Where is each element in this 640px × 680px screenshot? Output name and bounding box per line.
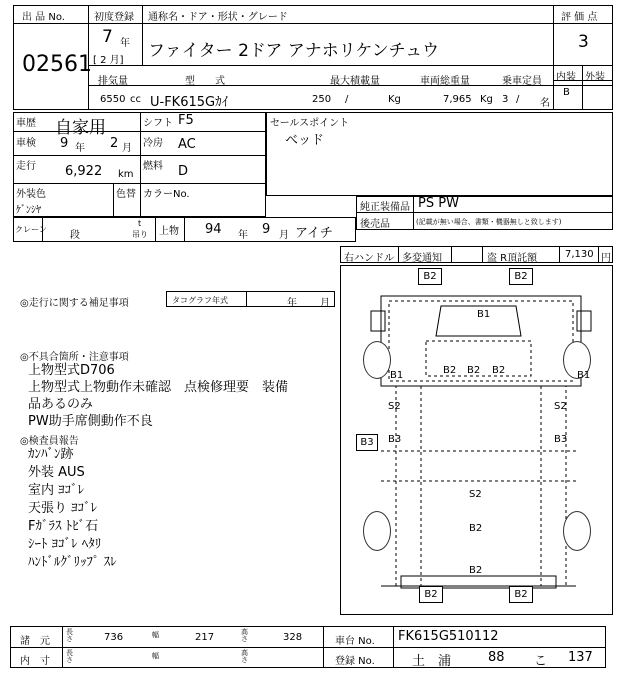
inspector-item: 外装 AUS [28, 465, 85, 480]
mileage-label: 走行 [16, 161, 36, 172]
ext-color: ｹﾞﾝｼﾔ [16, 205, 41, 216]
color-no2-label: カラーNo. [143, 189, 190, 200]
inspector-item: ﾊﾝﾄﾞﾙｸﾞﾘｯﾌﾟ ｽﾚ [28, 555, 117, 570]
model-name: ファイター 2ドア アナホリケンチュウ [148, 41, 440, 61]
interior-dims-label: 内 寸 [20, 656, 50, 667]
first-reg-year-unit: 年 [120, 38, 130, 49]
inspector-item: Fｶﾞﾗｽ ﾄﾋﾞ石 [28, 519, 99, 534]
distance-label: 盗 R頂託額 [487, 253, 538, 264]
reg-number: 137 [568, 650, 593, 665]
gross-unit: Kg [480, 94, 493, 105]
multi-change-label: 多変通知 [402, 253, 442, 264]
chassis-label: 車台 No. [335, 636, 375, 647]
in-width-label: 幅 [152, 652, 159, 660]
color-no-label: 色替 [116, 189, 136, 200]
shift: F5 [178, 113, 194, 128]
tacho-month: 月 [320, 298, 330, 309]
displacement: 6550 [100, 94, 126, 105]
max-load-label: 最大積載量 [330, 76, 380, 87]
interior-label: 内装 [556, 72, 576, 83]
equipment-label: 純正装備品 [360, 202, 410, 213]
model-code-label: 型 式 [185, 76, 225, 87]
inspection-month-unit: 月 [122, 143, 132, 154]
defect-item: PW助手席側動作不良 [28, 414, 153, 429]
lot-number: 02561 [22, 52, 92, 77]
chassis-number: FK615G510112 [398, 629, 499, 644]
model-desc-label: 通称名・ドア・形状・グレード [148, 12, 288, 23]
mark-rear-left: B2 [419, 586, 443, 603]
max-load: 250 [312, 94, 332, 105]
mileage: 6,922 [65, 164, 103, 179]
mark-cab-top: B1 [477, 309, 491, 320]
defect-item: 品あるのみ [28, 397, 94, 412]
body-year: 94 [205, 222, 222, 237]
width: 217 [195, 632, 215, 643]
defects-label: ◎不具合箇所・注意事項 [20, 352, 129, 363]
mark-bed-b2: B2 [469, 523, 483, 534]
crane-lift: 吊り [132, 230, 148, 239]
inspector-item: 室内 ﾖｺﾞﾚ [28, 483, 85, 498]
width-label: 幅 [152, 631, 159, 639]
crane-stage-unit: 段 [70, 230, 80, 241]
load-slash: / [345, 94, 349, 105]
first-reg-year: 7 [102, 27, 113, 47]
defect-item: 上物型式D706 [28, 363, 115, 378]
tacho-year: 年 [287, 298, 297, 309]
crane-label: クレーン [15, 225, 47, 234]
in-height-label: 高さ [241, 649, 248, 664]
crane-ton-unit: t [138, 219, 142, 228]
wheel-rear-right [563, 511, 591, 551]
history: 自家用 [55, 118, 106, 138]
selling-points-label: セールスポイント [270, 118, 350, 129]
model-code: U-FK615Gｶｲ [150, 95, 229, 110]
dims-label: 諸 元 [20, 636, 50, 647]
height: 328 [283, 632, 303, 643]
aftermarket-label: 後売品 [360, 219, 390, 230]
mileage-unit: km [118, 169, 134, 180]
in-length-label: 長さ [66, 649, 73, 664]
load-unit: Kg [388, 94, 401, 105]
mark-b3-right: B3 [554, 434, 568, 445]
body-year-unit: 年 [238, 230, 248, 241]
wheel-rear-left [363, 511, 391, 551]
defects-list [28, 362, 288, 430]
inspection-year-unit: 年 [75, 143, 85, 154]
inspector-list [28, 446, 117, 572]
mark-b3-box: B3 [356, 434, 378, 451]
defect-item: 上物型式上物動作未確認 点検修理要 装備 [28, 380, 289, 395]
ac: AC [178, 137, 196, 152]
capacity: 3 [502, 94, 509, 105]
mark-bed-b2-low: B2 [469, 565, 483, 576]
mark-right-s2: S2 [554, 401, 567, 412]
capacity-slash: / [516, 94, 520, 105]
body-month: 9 [262, 222, 271, 237]
body-month-unit: 月 [279, 230, 289, 241]
history-label: 車歴 [16, 118, 36, 129]
mark-cab-mid-mid: B2 [467, 365, 481, 376]
lot-label: 出 品 No. [22, 12, 65, 23]
fuel: D [178, 164, 189, 179]
length: 736 [104, 632, 124, 643]
gross-weight: 7,965 [443, 94, 472, 105]
inspection-year: 9 [60, 136, 69, 151]
inspector-item: ｼｰﾄ ﾖｺﾞﾚ ﾍﾀﾘ [28, 537, 102, 552]
displacement-unit: cc [130, 94, 141, 105]
inspector-label: ◎検査員報告 [20, 436, 79, 447]
equipment: PS PW [418, 196, 459, 211]
fuel-label: 燃料 [143, 161, 163, 172]
score: 3 [578, 32, 589, 52]
interior-grade: B [563, 87, 570, 98]
reg-class: 88 [488, 650, 505, 665]
mark-rear-right: B2 [509, 586, 533, 603]
ac-label: 冷房 [143, 138, 163, 149]
exterior-label: 外装 [585, 72, 605, 83]
mark-bed-s2: S2 [469, 489, 482, 500]
wheel-front-left [363, 341, 391, 379]
mark-top-right: B2 [509, 268, 533, 285]
shift-label: シフト [143, 118, 173, 129]
reg-label: 登録 No. [335, 656, 375, 667]
height-label: 高さ [241, 628, 248, 643]
length-label: 長さ [66, 628, 73, 643]
inspection-month: 2 [110, 136, 119, 151]
mark-left-b1: B1 [390, 370, 404, 381]
reg-kana: こ [534, 654, 548, 669]
mark-right-b1: B1 [577, 370, 591, 381]
capacity-unit: 名 [540, 98, 550, 109]
amount-unit: 円 [601, 253, 611, 264]
ext-color-label: 外装色 [16, 189, 46, 200]
displacement-label: 排気量 [98, 76, 128, 87]
selling-points: ベッド [285, 133, 325, 148]
aftermarket-note: (記載が無い場合、書類・機器無しと致します) [416, 218, 562, 226]
inspector-item: ｶﾝﾊﾞﾝ跡 [28, 447, 74, 462]
capacity-label: 乗車定員 [502, 76, 542, 87]
body-maker: アイチ [295, 226, 333, 241]
mark-cab-mid-left: B2 [443, 365, 457, 376]
gross-weight-label: 車両総重量 [420, 76, 470, 87]
mark-cab-mid-right: B2 [492, 365, 506, 376]
rating-label: 評 価 点 [561, 12, 598, 23]
first-reg-month: [ 2 月] [93, 55, 124, 66]
first-reg-label: 初度登録 [94, 12, 134, 23]
inspector-item: 天張り ﾖｺﾞﾚ [28, 501, 98, 516]
mark-top-left: B2 [418, 268, 442, 285]
body-label: 上物 [159, 226, 179, 237]
mark-b3-left: B3 [388, 434, 402, 445]
steering-handle: 右ハンドル [344, 253, 394, 264]
mark-left-s2: S2 [388, 401, 401, 412]
tacho-label: タコグラフ年式 [172, 296, 228, 305]
driving-notes-label: ◎走行に関する補足事項 [20, 298, 129, 309]
inspection-label: 車検 [16, 138, 36, 149]
reg-area: 土 浦 [412, 654, 452, 669]
amount: 7,130 [565, 249, 594, 260]
